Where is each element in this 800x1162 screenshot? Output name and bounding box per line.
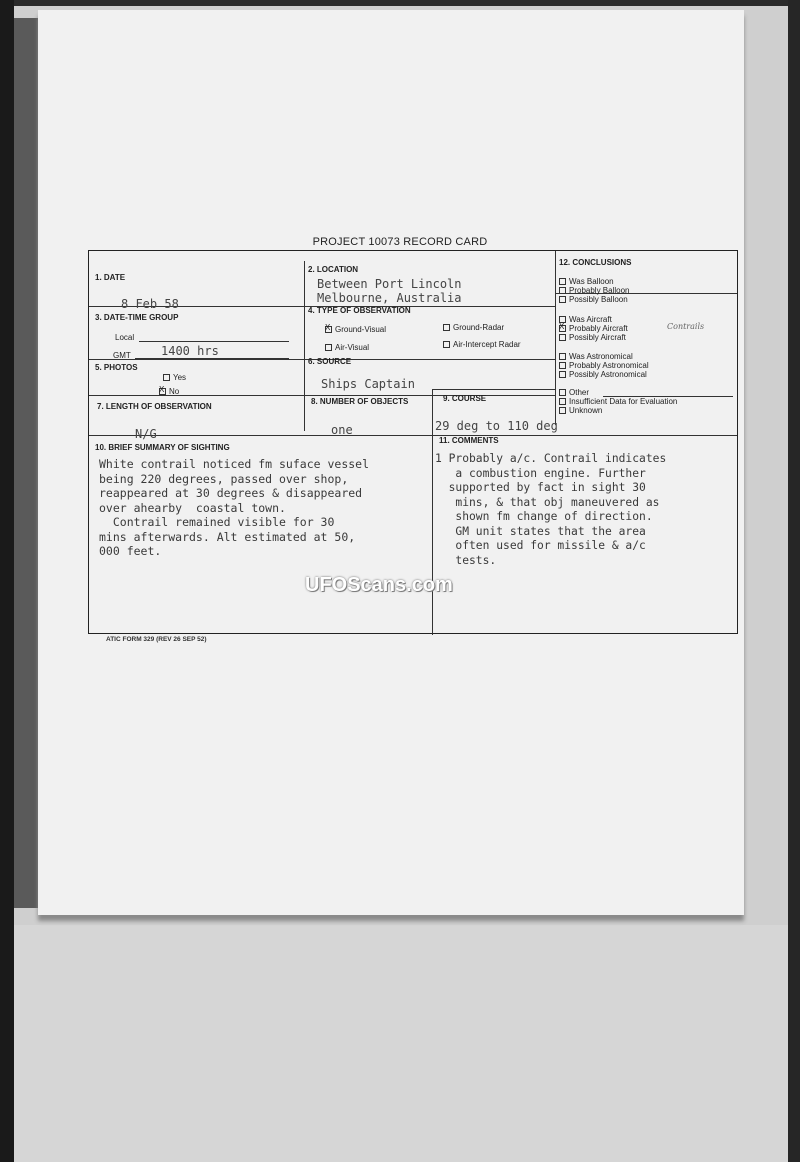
watermark: UFOScans.com [305, 574, 453, 596]
location-line1: Between Port Lincoln [317, 277, 462, 291]
datetime-label: 3. DATE-TIME GROUP [95, 313, 179, 322]
film-edge-left [0, 0, 14, 1162]
checkbox-ground-visual-icon: X [325, 323, 331, 333]
divider-course [432, 389, 555, 390]
summary-label: 10. BRIEF SUMMARY OF SIGHTING [95, 443, 230, 452]
local-line [139, 341, 289, 342]
concl-possibly-balloon: Possibly Balloon [559, 295, 628, 304]
course-label: 9. COURSE [443, 394, 487, 403]
checkbox-icon [559, 287, 566, 294]
concl-unknown: Unknown [559, 406, 602, 415]
location-line2: Melbourne, Australia [317, 291, 462, 305]
checkbox-icon [559, 398, 566, 405]
date-value: 8 Feb 58 [121, 297, 179, 311]
checkbox-icon [559, 278, 566, 285]
form-id: ATIC FORM 329 (REV 26 SEP 52) [106, 636, 207, 643]
comments-text: 1 Probably a/c. Contrail indicates a combustion engine. Further supported by fact in sight 30 mins, & that obj maneuvered as shown fm change of direction. GM unit states that the area often used for missile & a/c tests. [435, 452, 667, 567]
obs-ground-radar: Ground-Radar [443, 323, 504, 332]
photos-label: 5. PHOTOS [95, 363, 138, 372]
checkbox-icon [559, 362, 566, 369]
concl-was-balloon: Was Balloon [559, 277, 614, 286]
source-value: Ships Captain [321, 377, 415, 391]
page-shadow [14, 18, 38, 908]
card-title: PROJECT 10073 RECORD CARD [312, 236, 488, 248]
location-label: 2. LOCATION [308, 265, 359, 274]
concl-probably-balloon: Probably Balloon [559, 286, 629, 295]
concl-other: Other [559, 388, 589, 397]
checkbox-no-icon: X [159, 385, 165, 395]
summary-text: White contrail noticed fm suface vessel being 220 degrees, passed over shop, reappeared at 30 degrees & disappeared over ahearby coastal town. Contrail remained visible for 30 mins afterwards. Alt estimated at 50, 000 feet. [99, 457, 370, 558]
gmt-label: GMT [113, 351, 131, 360]
course-value: 29 deg to 110 deg [435, 419, 558, 433]
concl-insufficient: Insufficient Data for Evaluation [559, 397, 677, 406]
date-label: 1. DATE [95, 273, 126, 282]
checkbox-icon [559, 353, 566, 360]
local-label: Local [115, 333, 135, 342]
checkbox-icon [559, 371, 566, 378]
checkbox-icon [163, 374, 170, 381]
checkbox-icon [559, 334, 566, 341]
comments-label: 11. COMMENTS [439, 436, 499, 445]
obs-ground-visual: X Ground-Visual [325, 323, 386, 334]
source-label: 6. SOURCE [308, 357, 352, 366]
obs-air-visual: Air-Visual [325, 343, 369, 352]
gmt-value: 1400 hrs [161, 344, 219, 358]
checkbox-icon [559, 389, 566, 396]
photos-yes: Yes [163, 373, 186, 382]
checkbox-icon [559, 407, 566, 414]
divider-row-4 [89, 435, 737, 436]
concl-was-aircraft: Was Aircraft [559, 315, 612, 324]
film-edge-right [788, 0, 800, 1162]
length-value: N/G [135, 427, 157, 441]
gmt-line [135, 358, 289, 359]
checkbox-icon [443, 341, 450, 348]
concl-probably-aircraft: X Probably Aircraft [559, 322, 628, 333]
observation-label: 4. TYPE OF OBSERVATION [308, 306, 411, 315]
checkbox-icon [443, 324, 450, 331]
conclusions-label: 12. CONCLUSIONS [559, 258, 632, 267]
obs-air-intercept: Air-Intercept Radar [443, 340, 521, 349]
length-label: 7. LENGTH OF OBSERVATION [97, 402, 212, 411]
photos-no: X No [159, 385, 180, 396]
checkbox-checked-icon: X [559, 322, 565, 332]
checkbox-icon [325, 344, 332, 351]
checkbox-icon [559, 296, 566, 303]
lower-background [14, 925, 788, 1162]
concl-possibly-astronomical: Possibly Astronomical [559, 370, 647, 379]
objects-value: one [331, 423, 353, 437]
concl-was-astronomical: Was Astronomical [559, 352, 633, 361]
divider-col-a [304, 261, 305, 431]
concl-probably-astronomical: Probably Astronomical [559, 361, 649, 370]
divider-col-c [432, 389, 433, 635]
objects-label: 8. NUMBER OF OBJECTS [311, 397, 409, 406]
divider-col-b [555, 251, 556, 425]
concl-possibly-aircraft: Possibly Aircraft [559, 333, 626, 342]
film-edge-top [0, 0, 800, 6]
contrails-note: Contrails [667, 322, 705, 331]
